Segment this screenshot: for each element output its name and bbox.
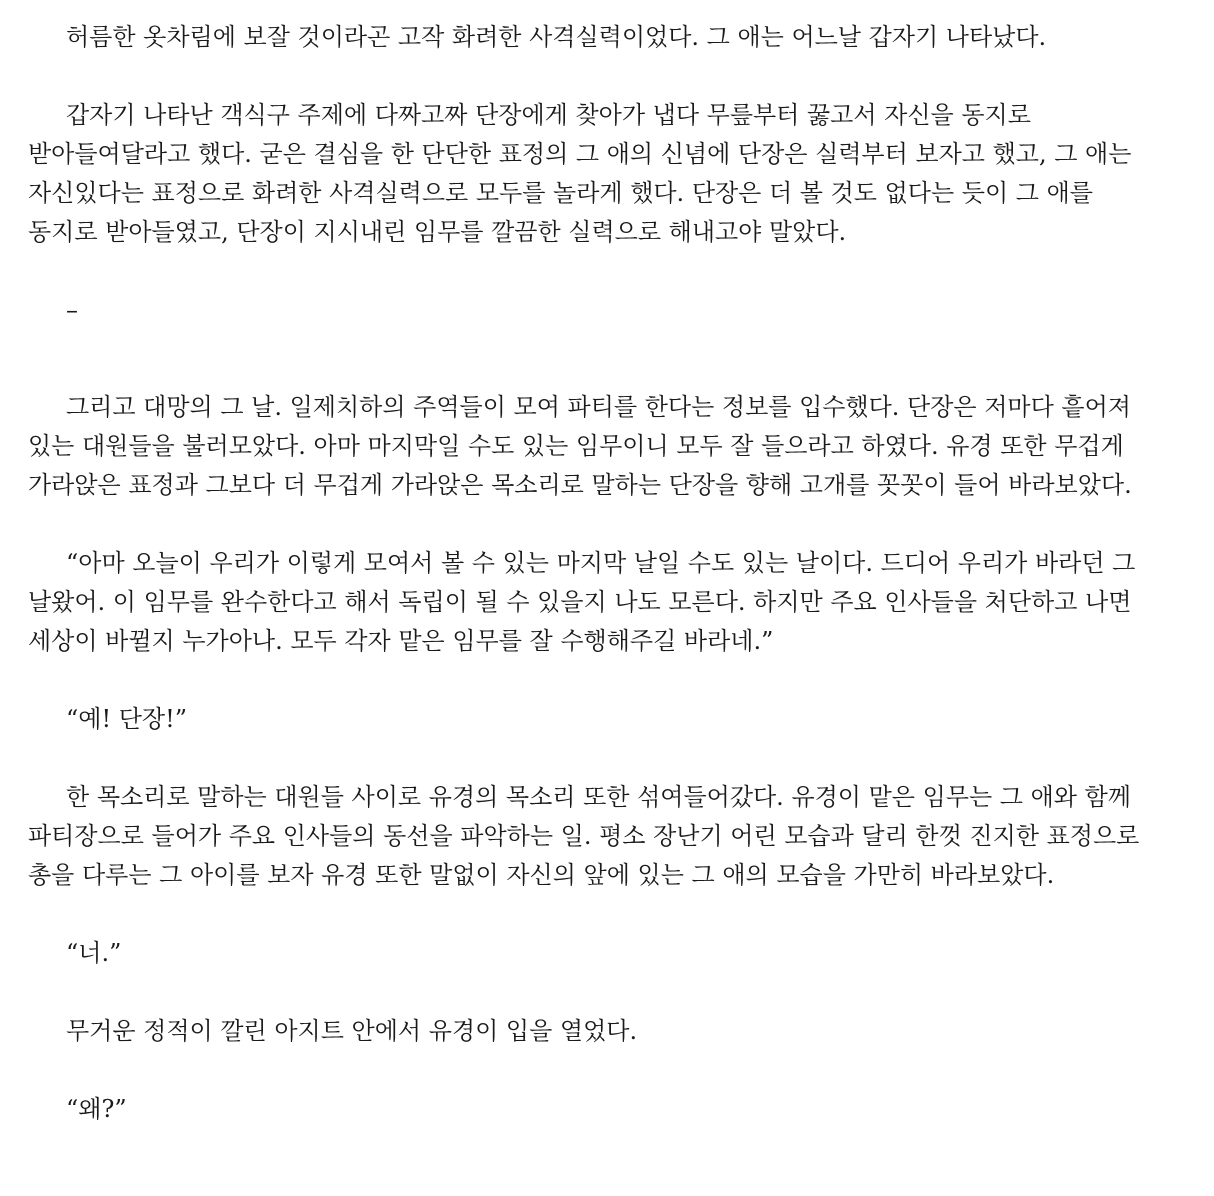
paragraph-2: 갑자기 나타난 객식구 주제에 다짜고짜 단장에게 찾아가 냅다 무릎부터 꿇고서 자신을 동지로 받아들여달라고 했다. 굳은 결심을 한 단단한 표정의 그 애의 신념에 단장은 실력부터 보자고 했고, 그 애는 자신있다는 표정으로 화려한 사격실력으로 모두를 놀라게 했다. 단장은 더 볼 것도 없다는 듯이 그 애를 동지로 받아들였고, 단장이 지시내린 임무를 깔끔한 실력으로 해내고야 말았다. (28, 101, 1132, 246)
paragraph-9: “왜?” (66, 1095, 127, 1123)
paragraph-4: “아마 오늘이 우리가 이렇게 모여서 볼 수 있는 마지막 날일 수도 있는 날이다. 드디어 우리가 바라던 그 날왔어. 이 임무를 완수한다고 해서 독립이 될 수 있을지 나도 모른다. 하지만 주요 인사들을 처단하고 나면 세상이 바뀔지 누가아나. 모두 각자 맡은 임무를 잘 수행해주길 바라네.” (28, 549, 1136, 655)
paragraph-8: 무거운 정적이 깔린 아지트 안에서 유경이 입을 열었다. (66, 1017, 638, 1045)
paragraph-6: 한 목소리로 말하는 대원들 사이로 유경의 목소리 또한 섞여들어갔다. 유경이 맡은 임무는 그 애와 함께 파티장으로 들어가 주요 인사들의 동선을 파악하는 일. 평소 장난기 어린 모습과 달리 한껏 진지한 표정으로 총을 다루는 그 아이를 보자 유경 또한 말없이 자신의 앞에 있는 그 애의 모습을 가만히 바라보았다. (28, 783, 1140, 889)
paragraph-7: “너.” (66, 939, 122, 967)
paragraph-1: 허름한 옷차림에 보잘 것이라곤 고작 화려한 사격실력이었다. 그 애는 어느날 갑자기 나타났다. (66, 23, 1047, 51)
section-divider: – (66, 296, 78, 324)
paragraph-5: “예! 단장!” (66, 705, 188, 733)
paragraph-3: 그리고 대망의 그 날. 일제치하의 주역들이 모여 파티를 한다는 정보를 입수했다. 단장은 저마다 흩어져 있는 대원들을 불러모았다. 아마 마지막일 수도 있는 임무이니 모두 잘 들으라고 하였다. 유경 또한 무겁게 가라앉은 표정과 그보다 더 무겁게 가라앉은 목소리로 말하는 단장을 향해 고개를 꼿꼿이 들어 바라보았다. (28, 393, 1132, 499)
